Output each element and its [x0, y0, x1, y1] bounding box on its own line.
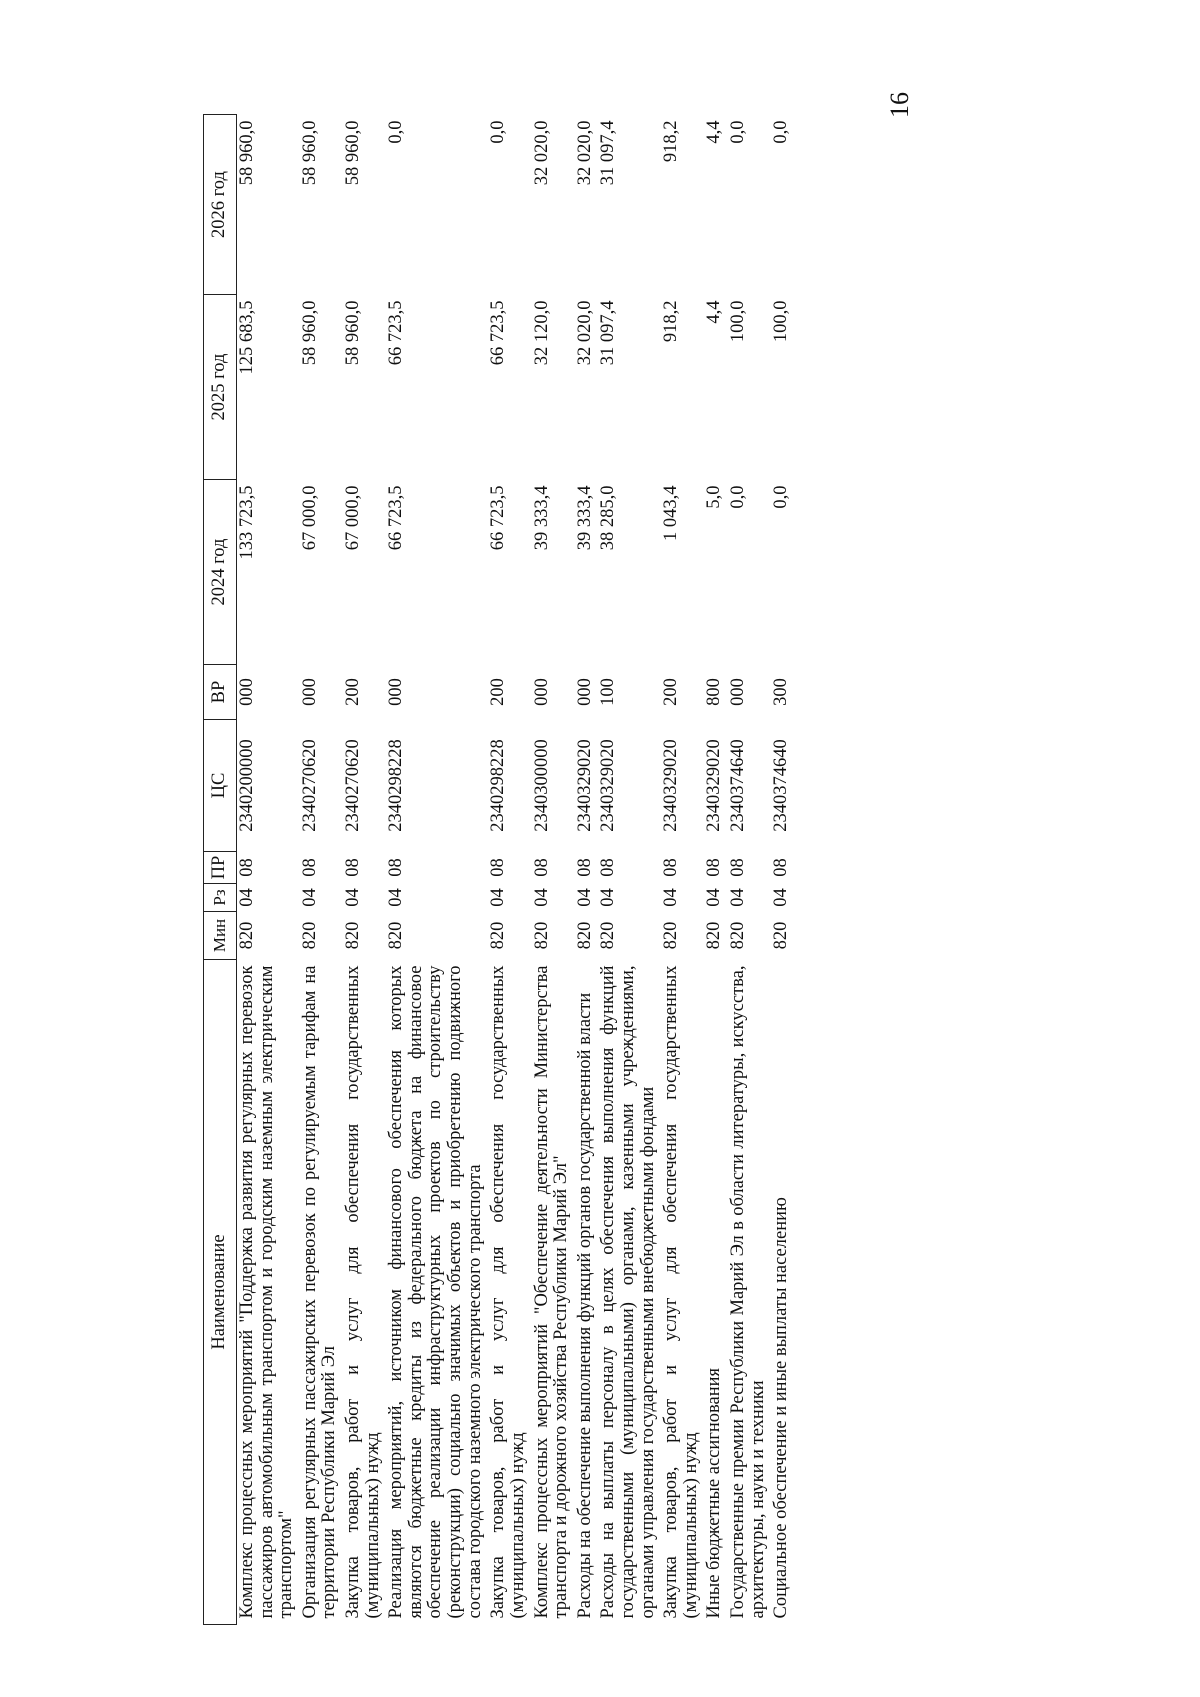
- cell-min: 820: [343, 921, 364, 950]
- cell-rz: 04: [488, 888, 509, 907]
- cell-name: Закупка товаров, работ и услуг для обеспечения государственных (муниципальных) нужд: [343, 965, 383, 1619]
- cell-cs: 2340300000: [531, 739, 552, 832]
- table-row: [300, 115, 343, 1625]
- header-2024: 2024 год: [204, 480, 237, 665]
- cell-cs: 2340329020: [661, 739, 682, 832]
- header-name: Наименование: [204, 960, 237, 1625]
- cell-name: Расходы на выплаты персоналу в целях обеспечения выполнения функций государственными (муниципальными) органами, казенными учреждениями, органами управления государственными внебюджетными фондами: [598, 965, 658, 1619]
- cell-pr: 08: [661, 858, 682, 877]
- cell-2026: 0,0: [771, 120, 792, 144]
- cell-min: 820: [661, 921, 682, 950]
- cell-pr: 08: [728, 858, 749, 877]
- cell-vr: 000: [728, 678, 749, 706]
- cell-vr: 100: [598, 678, 619, 706]
- table-body: [237, 115, 795, 1625]
- cell-rz: 04: [299, 888, 320, 907]
- cell-rz: 04: [237, 888, 257, 907]
- cell-pr: 08: [386, 858, 407, 877]
- table-row: [728, 115, 771, 1625]
- cell-pr: 08: [574, 858, 595, 877]
- cell-rz: 04: [704, 888, 725, 907]
- cell-pr: 08: [343, 858, 364, 877]
- cell-2024: 67 000,0: [343, 485, 364, 551]
- cell-2024: 0,0: [771, 485, 792, 509]
- cell-2026: 4,4: [704, 120, 725, 144]
- cell-2025: 66 723,5: [488, 300, 509, 366]
- cell-cs: 2340329020: [574, 739, 595, 832]
- table-row: [343, 115, 386, 1625]
- cell-name: Государственные премии Республики Марий Эл в области литературы, искусства, архитектуры, науки и техники: [728, 965, 768, 1619]
- budget-table: [203, 114, 795, 1625]
- cell-min: 820: [728, 921, 749, 950]
- cell-pr: 08: [704, 858, 725, 877]
- cell-2024: 38 285,0: [598, 485, 619, 551]
- table-row: [386, 115, 488, 1625]
- cell-pr: 08: [299, 858, 320, 877]
- cell-name: Организация регулярных пассажирских перевозок по регулируемым тарифам на территории Республики Марий Эл: [299, 965, 340, 1619]
- table-row: [771, 115, 795, 1625]
- cell-vr: 300: [771, 678, 792, 706]
- cell-2025: 58 960,0: [299, 300, 320, 366]
- cell-min: 820: [237, 921, 257, 950]
- cell-vr: 000: [531, 678, 552, 706]
- header-2026: 2026 год: [204, 115, 237, 295]
- table-row: [598, 115, 661, 1625]
- cell-vr: 200: [488, 678, 509, 706]
- cell-vr: 000: [574, 678, 595, 706]
- cell-rz: 04: [728, 888, 749, 907]
- cell-2025: 100,0: [728, 300, 749, 343]
- cell-name: Комплекс процессных мероприятий "Поддержка развития регулярных перевозок пассажиров автомобильным транспортом и городским наземным электрическим транспортом": [237, 965, 297, 1619]
- cell-cs: 2340298228: [488, 739, 509, 832]
- cell-name: Комплекс процессных мероприятий "Обеспечение деятельности Министерства транспорта и дорожного хозяйства Республики Марий Эл": [531, 965, 572, 1619]
- cell-name: Закупка товаров, работ и услуг для обеспечения государственных (муниципальных) нужд: [488, 965, 528, 1619]
- cell-2026: 31 097,4: [598, 120, 619, 186]
- cell-rz: 04: [574, 888, 595, 907]
- cell-name: Реализация мероприятий, источником финансового обеспечения которых являются бюджетные кредиты из федерального бюджета на финансовое обеспечение реализации инфраструктурных проектов по строительству (реконструкции) социально значимых объектов и приобретению подвижного состава городского наземного электрического транспорта: [386, 965, 485, 1619]
- cell-name: Социальное обеспечение и иные выплаты населению: [771, 1197, 792, 1619]
- cell-2024: 1 043,4: [661, 485, 682, 541]
- header-cs: ЦС: [204, 720, 237, 852]
- cell-2024: 0,0: [728, 485, 749, 509]
- cell-2024: 67 000,0: [299, 485, 320, 551]
- cell-name: Закупка товаров, работ и услуг для обеспечения государственных (муниципальных) нужд: [661, 965, 701, 1619]
- cell-2025: 4,4: [704, 300, 725, 324]
- cell-cs: 2340374640: [771, 739, 792, 832]
- table-header-row: [204, 115, 237, 1625]
- cell-2024: 66 723,5: [386, 485, 407, 551]
- cell-rz: 04: [598, 888, 619, 907]
- header-vr: ВР: [204, 665, 237, 720]
- cell-2026: 0,0: [386, 120, 407, 144]
- cell-cs: 2340270620: [343, 739, 364, 832]
- cell-2024: 5,0: [704, 485, 725, 509]
- cell-2025: 125 683,5: [237, 300, 257, 375]
- cell-min: 820: [771, 921, 792, 950]
- cell-min: 820: [574, 921, 595, 950]
- cell-cs: 2340200000: [237, 739, 257, 832]
- cell-2026: 58 960,0: [299, 120, 320, 186]
- cell-2025: 100,0: [771, 300, 792, 343]
- cell-2024: 39 333,4: [574, 485, 595, 551]
- cell-pr: 08: [237, 858, 257, 877]
- cell-vr: 200: [661, 678, 682, 706]
- cell-cs: 2340329020: [598, 739, 619, 832]
- cell-min: 820: [704, 921, 725, 950]
- cell-2026: 58 960,0: [237, 120, 257, 186]
- table-row: [661, 115, 704, 1625]
- cell-rz: 04: [771, 888, 792, 907]
- cell-vr: 000: [237, 678, 257, 706]
- cell-cs: 2340374640: [728, 739, 749, 832]
- cell-2026: 0,0: [488, 120, 509, 144]
- table-row: [488, 115, 531, 1625]
- header-rz: Рз: [204, 884, 237, 912]
- cell-cs: 2340329020: [704, 739, 725, 832]
- cell-rz: 04: [343, 888, 364, 907]
- cell-2025: 58 960,0: [343, 300, 364, 366]
- table-row: [575, 115, 599, 1625]
- cell-min: 820: [488, 921, 509, 950]
- cell-vr: 000: [299, 678, 320, 706]
- cell-min: 820: [386, 921, 407, 950]
- cell-vr: 200: [343, 678, 364, 706]
- cell-2025: 66 723,5: [386, 300, 407, 366]
- cell-cs: 2340270620: [299, 739, 320, 832]
- cell-vr: 800: [704, 678, 725, 706]
- cell-2026: 0,0: [728, 120, 749, 144]
- cell-vr: 000: [386, 678, 407, 706]
- cell-rz: 04: [531, 888, 552, 907]
- cell-rz: 04: [386, 888, 407, 907]
- cell-name: Расходы на обеспечение выполнения функций органов государственной власти: [574, 992, 595, 1619]
- header-min: Мин: [204, 912, 237, 960]
- cell-rz: 04: [661, 888, 682, 907]
- header-2025: 2025 год: [204, 295, 237, 480]
- cell-2025: 31 097,4: [598, 300, 619, 366]
- budget-table-rotated: [203, 115, 1083, 1625]
- header-pr: ПР: [204, 852, 237, 884]
- cell-min: 820: [531, 921, 552, 950]
- cell-cs: 2340298228: [386, 739, 407, 832]
- table-row: [704, 115, 728, 1625]
- table-row: [237, 115, 300, 1625]
- cell-pr: 08: [771, 858, 792, 877]
- cell-min: 820: [299, 921, 320, 950]
- cell-pr: 08: [488, 858, 509, 877]
- cell-pr: 08: [531, 858, 552, 877]
- cell-2026: 32 020,0: [531, 120, 552, 186]
- cell-2024: 66 723,5: [488, 485, 509, 551]
- cell-2024: 39 333,4: [531, 485, 552, 551]
- cell-min: 820: [598, 921, 619, 950]
- page-number: 16: [885, 92, 914, 118]
- cell-2026: 918,2: [661, 120, 682, 163]
- cell-name: Иные бюджетные ассигнования: [704, 1367, 725, 1619]
- cell-2024: 133 723,5: [237, 485, 257, 560]
- cell-2025: 32 120,0: [531, 300, 552, 366]
- cell-2026: 58 960,0: [343, 120, 364, 186]
- cell-pr: 08: [598, 858, 619, 877]
- table-row: [532, 115, 575, 1625]
- cell-2026: 32 020,0: [574, 120, 595, 186]
- cell-2025: 32 020,0: [574, 300, 595, 366]
- cell-2025: 918,2: [661, 300, 682, 343]
